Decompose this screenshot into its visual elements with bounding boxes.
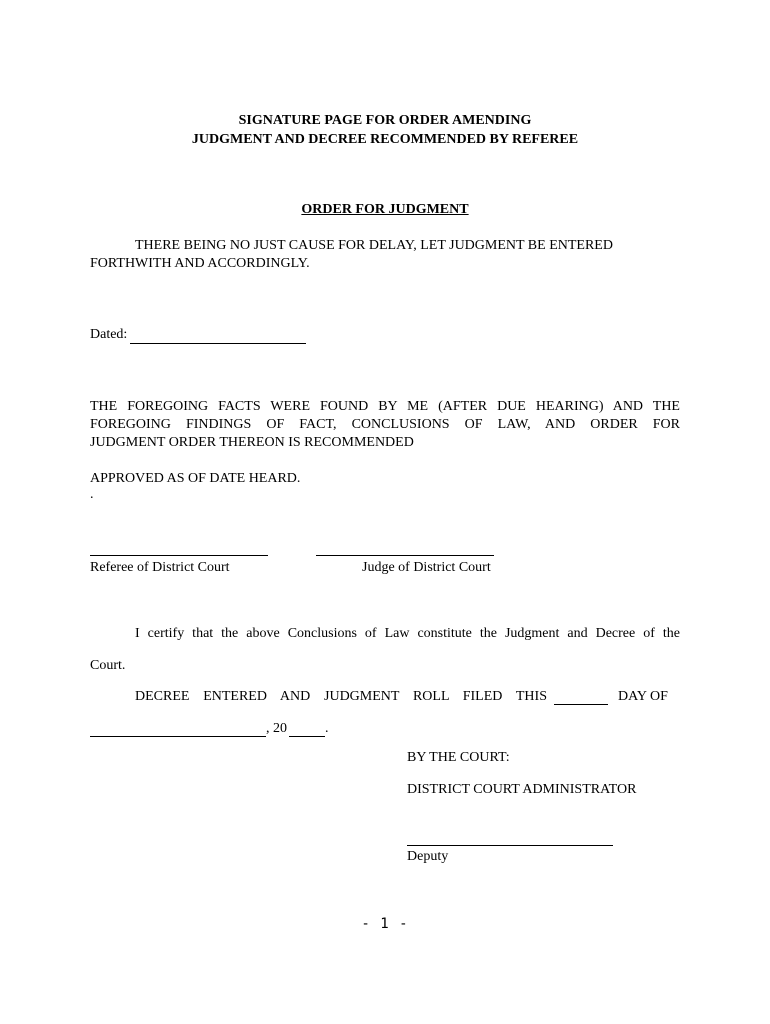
referee-label: Referee of District Court bbox=[90, 560, 230, 575]
district-court-administrator: DISTRICT COURT ADMINISTRATOR bbox=[407, 782, 637, 797]
foregoing-line3: JUDGMENT ORDER THEREON IS RECOMMENDED bbox=[90, 435, 414, 450]
decree-year-blank[interactable] bbox=[289, 736, 325, 737]
decree-day-blank[interactable] bbox=[554, 704, 608, 705]
document-title-line1: SIGNATURE PAGE FOR ORDER AMENDING bbox=[238, 113, 532, 128]
order-heading: ORDER FOR JUDGMENT bbox=[301, 202, 469, 217]
certify-line1: I certify that the above Conclusions of Law constitute the Judgment and Decree of the bbox=[135, 626, 680, 641]
dated-signature-line[interactable] bbox=[130, 343, 306, 344]
certify-line2: Court. bbox=[90, 658, 126, 673]
decree-text: DECREE ENTERED AND JUDGMENT ROLL FILED THIS bbox=[135, 689, 547, 704]
deputy-label: Deputy bbox=[407, 849, 449, 864]
decree-year-suffix: . bbox=[325, 721, 329, 736]
page-number: - 1 - bbox=[361, 916, 409, 932]
decree-year-prefix: , 20 bbox=[266, 721, 287, 736]
by-the-court: BY THE COURT: bbox=[407, 750, 510, 765]
referee-signature-line[interactable] bbox=[90, 555, 268, 556]
order-text-line1: THERE BEING NO JUST CAUSE FOR DELAY, LET JUDGMENT BE ENTERED bbox=[135, 238, 613, 253]
foregoing-line2: FOREGOING FINDINGS OF FACT, CONCLUSIONS OF LAW, AND ORDER FOR bbox=[90, 417, 680, 432]
approved-text: APPROVED AS OF DATE HEARD. bbox=[90, 471, 301, 486]
foregoing-line1: THE FOREGOING FACTS WERE FOUND BY ME (AFTER DUE HEARING) AND THE bbox=[90, 399, 680, 414]
document-title-line2: JUDGMENT AND DECREE RECOMMENDED BY REFEREE bbox=[191, 132, 579, 147]
dated-label: Dated: bbox=[90, 327, 128, 342]
judge-signature-line[interactable] bbox=[316, 555, 494, 556]
order-text-line2: FORTHWITH AND ACCORDINGLY. bbox=[90, 256, 310, 271]
judge-label: Judge of District Court bbox=[362, 560, 491, 575]
deputy-signature-line[interactable] bbox=[407, 845, 613, 846]
stray-dot: . bbox=[90, 487, 94, 502]
decree-day-of: DAY OF bbox=[618, 689, 668, 704]
decree-month-blank[interactable] bbox=[90, 736, 266, 737]
